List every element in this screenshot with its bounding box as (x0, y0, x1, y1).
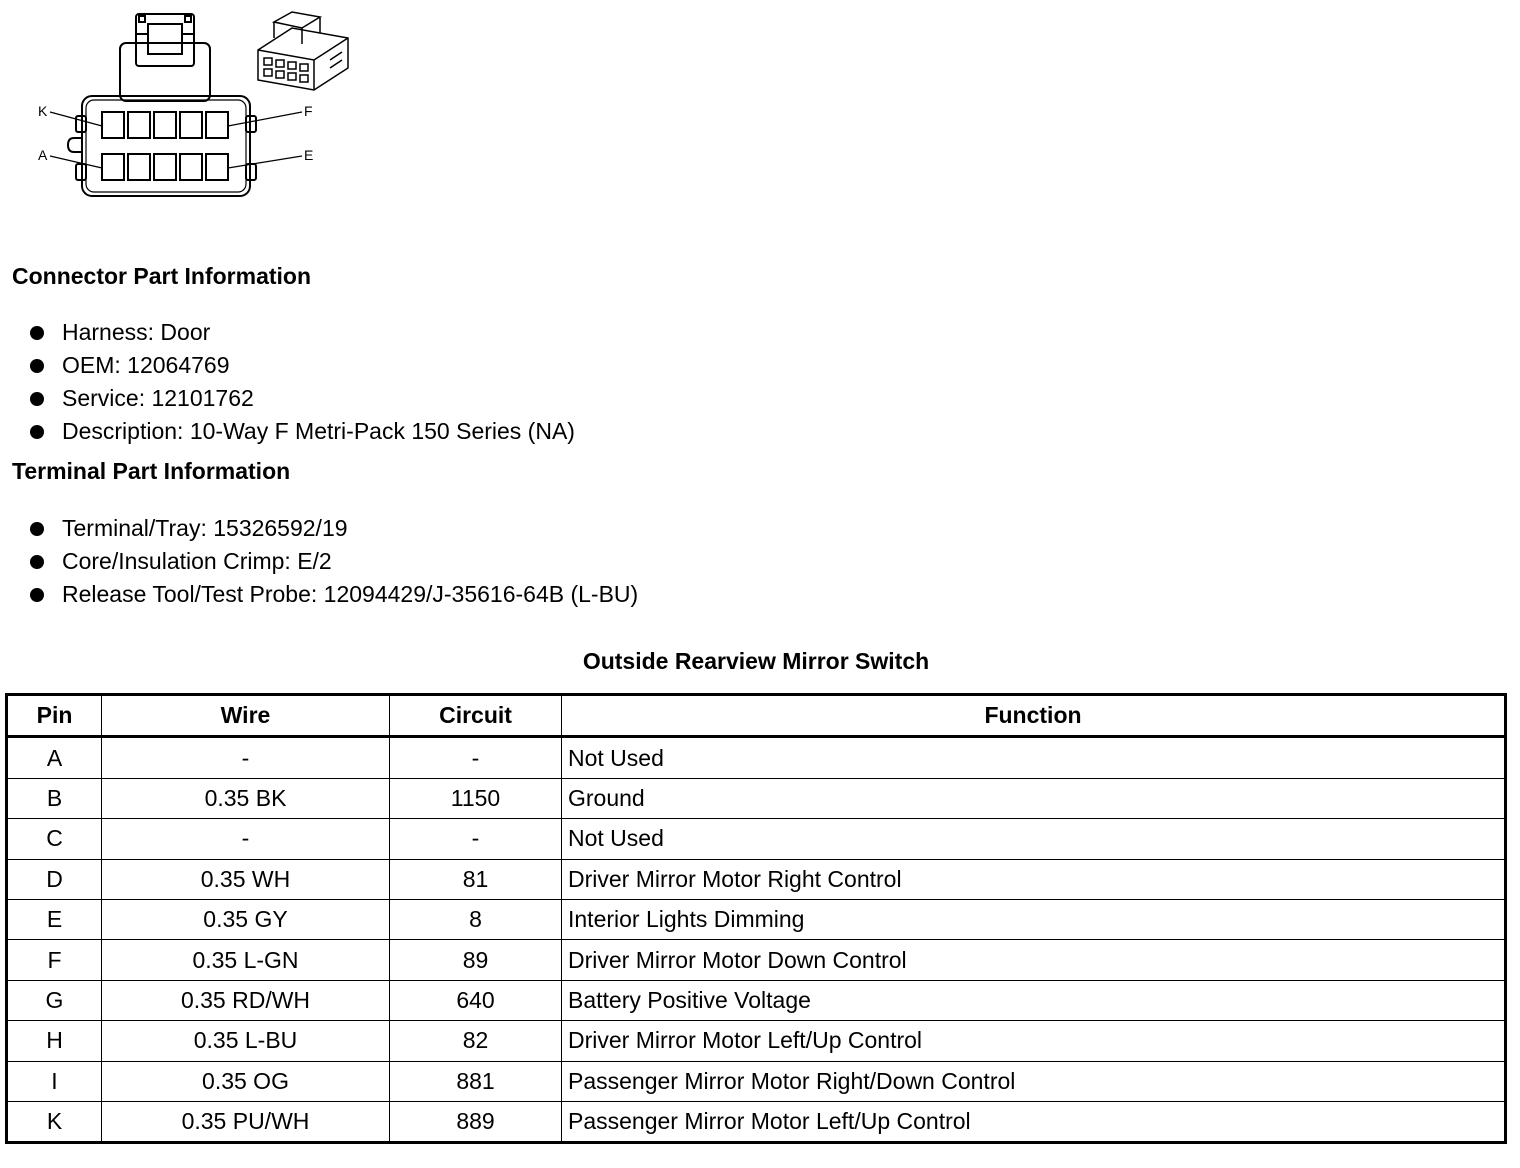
cell-function: Battery Positive Voltage (562, 980, 1506, 1020)
cavity (154, 112, 176, 138)
table-row (7, 980, 1506, 1020)
table-row (7, 737, 1506, 778)
cell-function: Driver Mirror Motor Left/Up Control (562, 1021, 1506, 1061)
bullet-icon (30, 588, 44, 602)
table-header-row (7, 695, 1506, 737)
cell-wire: 0.35 WH (102, 859, 390, 899)
cell-wire: 0.35 BK (102, 778, 390, 818)
cavity-label-a: A (38, 147, 48, 163)
connector-info-heading: Connector Part Information (12, 263, 312, 289)
cell-wire: 0.35 GY (102, 899, 390, 939)
cavity (206, 154, 228, 180)
list-item: OEM: 12064769 (28, 349, 575, 382)
cell-wire: 0.35 L-BU (102, 1021, 390, 1061)
list-item: Release Tool/Test Probe: 12094429/J-35616-64B (L-BU) (28, 578, 638, 611)
cell-circuit: 889 (390, 1101, 562, 1142)
cell-pin: C (7, 819, 102, 859)
cell-function: Driver Mirror Motor Down Control (562, 940, 1506, 980)
cell-wire: 0.35 OG (102, 1061, 390, 1101)
cell-wire: - (102, 819, 390, 859)
bullet-icon (30, 522, 44, 536)
terminal-info-list (28, 512, 638, 611)
cavity (180, 154, 202, 180)
cavity (206, 112, 228, 138)
cell-pin: B (7, 778, 102, 818)
cell-circuit: 881 (390, 1061, 562, 1101)
table-row (7, 1101, 1506, 1142)
bullet-icon (30, 392, 44, 406)
header-pin: Pin (7, 695, 102, 737)
cell-pin: H (7, 1021, 102, 1061)
bullet-icon (30, 359, 44, 373)
table-title: Outside Rearview Mirror Switch (582, 648, 930, 674)
header-circuit: Circuit (390, 695, 562, 737)
table-row (7, 940, 1506, 980)
connector-latch (120, 43, 210, 101)
cell-function: Not Used (562, 819, 1506, 859)
cell-function: Interior Lights Dimming (562, 899, 1506, 939)
connector-info-list (28, 316, 575, 448)
cell-circuit: 8 (390, 899, 562, 939)
cell-circuit: 640 (390, 980, 562, 1020)
cell-function: Passenger Mirror Motor Right/Down Control (562, 1061, 1506, 1101)
table-row (7, 859, 1506, 899)
table-row (7, 819, 1506, 859)
cell-circuit: - (390, 819, 562, 859)
table-row (7, 1021, 1506, 1061)
cavity (128, 154, 150, 180)
cavity (154, 154, 176, 180)
bullet-icon (30, 425, 44, 439)
bullet-icon (30, 555, 44, 569)
cell-pin: K (7, 1101, 102, 1142)
cell-circuit: 89 (390, 940, 562, 980)
cell-wire: 0.35 RD/WH (102, 980, 390, 1020)
list-item: Service: 12101762 (28, 382, 575, 415)
cell-function: Ground (562, 778, 1506, 818)
pinout-table (5, 693, 1507, 1144)
cavity (102, 112, 124, 138)
cell-function: Passenger Mirror Motor Left/Up Control (562, 1101, 1506, 1142)
cell-pin: D (7, 859, 102, 899)
cell-circuit: 81 (390, 859, 562, 899)
cavity (128, 112, 150, 138)
cell-wire: 0.35 L-GN (102, 940, 390, 980)
cavity (180, 112, 202, 138)
cell-function: Driver Mirror Motor Right Control (562, 859, 1506, 899)
cell-pin: E (7, 899, 102, 939)
connector-3d-view (258, 12, 348, 90)
cell-function: Not Used (562, 737, 1506, 778)
bullet-icon (30, 326, 44, 340)
cell-pin: G (7, 980, 102, 1020)
cell-wire: 0.35 PU/WH (102, 1101, 390, 1142)
header-function: Function (562, 695, 1506, 737)
table-row (7, 899, 1506, 939)
list-item: Terminal/Tray: 15326592/19 (28, 512, 638, 545)
cell-circuit: 82 (390, 1021, 562, 1061)
list-item: Harness: Door (28, 316, 575, 349)
table-row (7, 778, 1506, 818)
table-row (7, 1061, 1506, 1101)
terminal-info-heading: Terminal Part Information (12, 458, 291, 484)
cavity-label-k: K (38, 103, 48, 119)
cavity (102, 154, 124, 180)
cell-pin: F (7, 940, 102, 980)
cell-circuit: 1150 (390, 778, 562, 818)
cavity-label-e: E (304, 147, 314, 163)
list-item: Description: 10-Way F Metri-Pack 150 Series (NA) (28, 415, 575, 448)
cell-circuit: - (390, 737, 562, 778)
connector-diagram (30, 8, 370, 208)
cell-pin: A (7, 737, 102, 778)
header-wire: Wire (102, 695, 390, 737)
cavity-label-f: F (304, 103, 313, 119)
cell-pin: I (7, 1061, 102, 1101)
cell-wire: - (102, 737, 390, 778)
list-item: Core/Insulation Crimp: E/2 (28, 545, 638, 578)
